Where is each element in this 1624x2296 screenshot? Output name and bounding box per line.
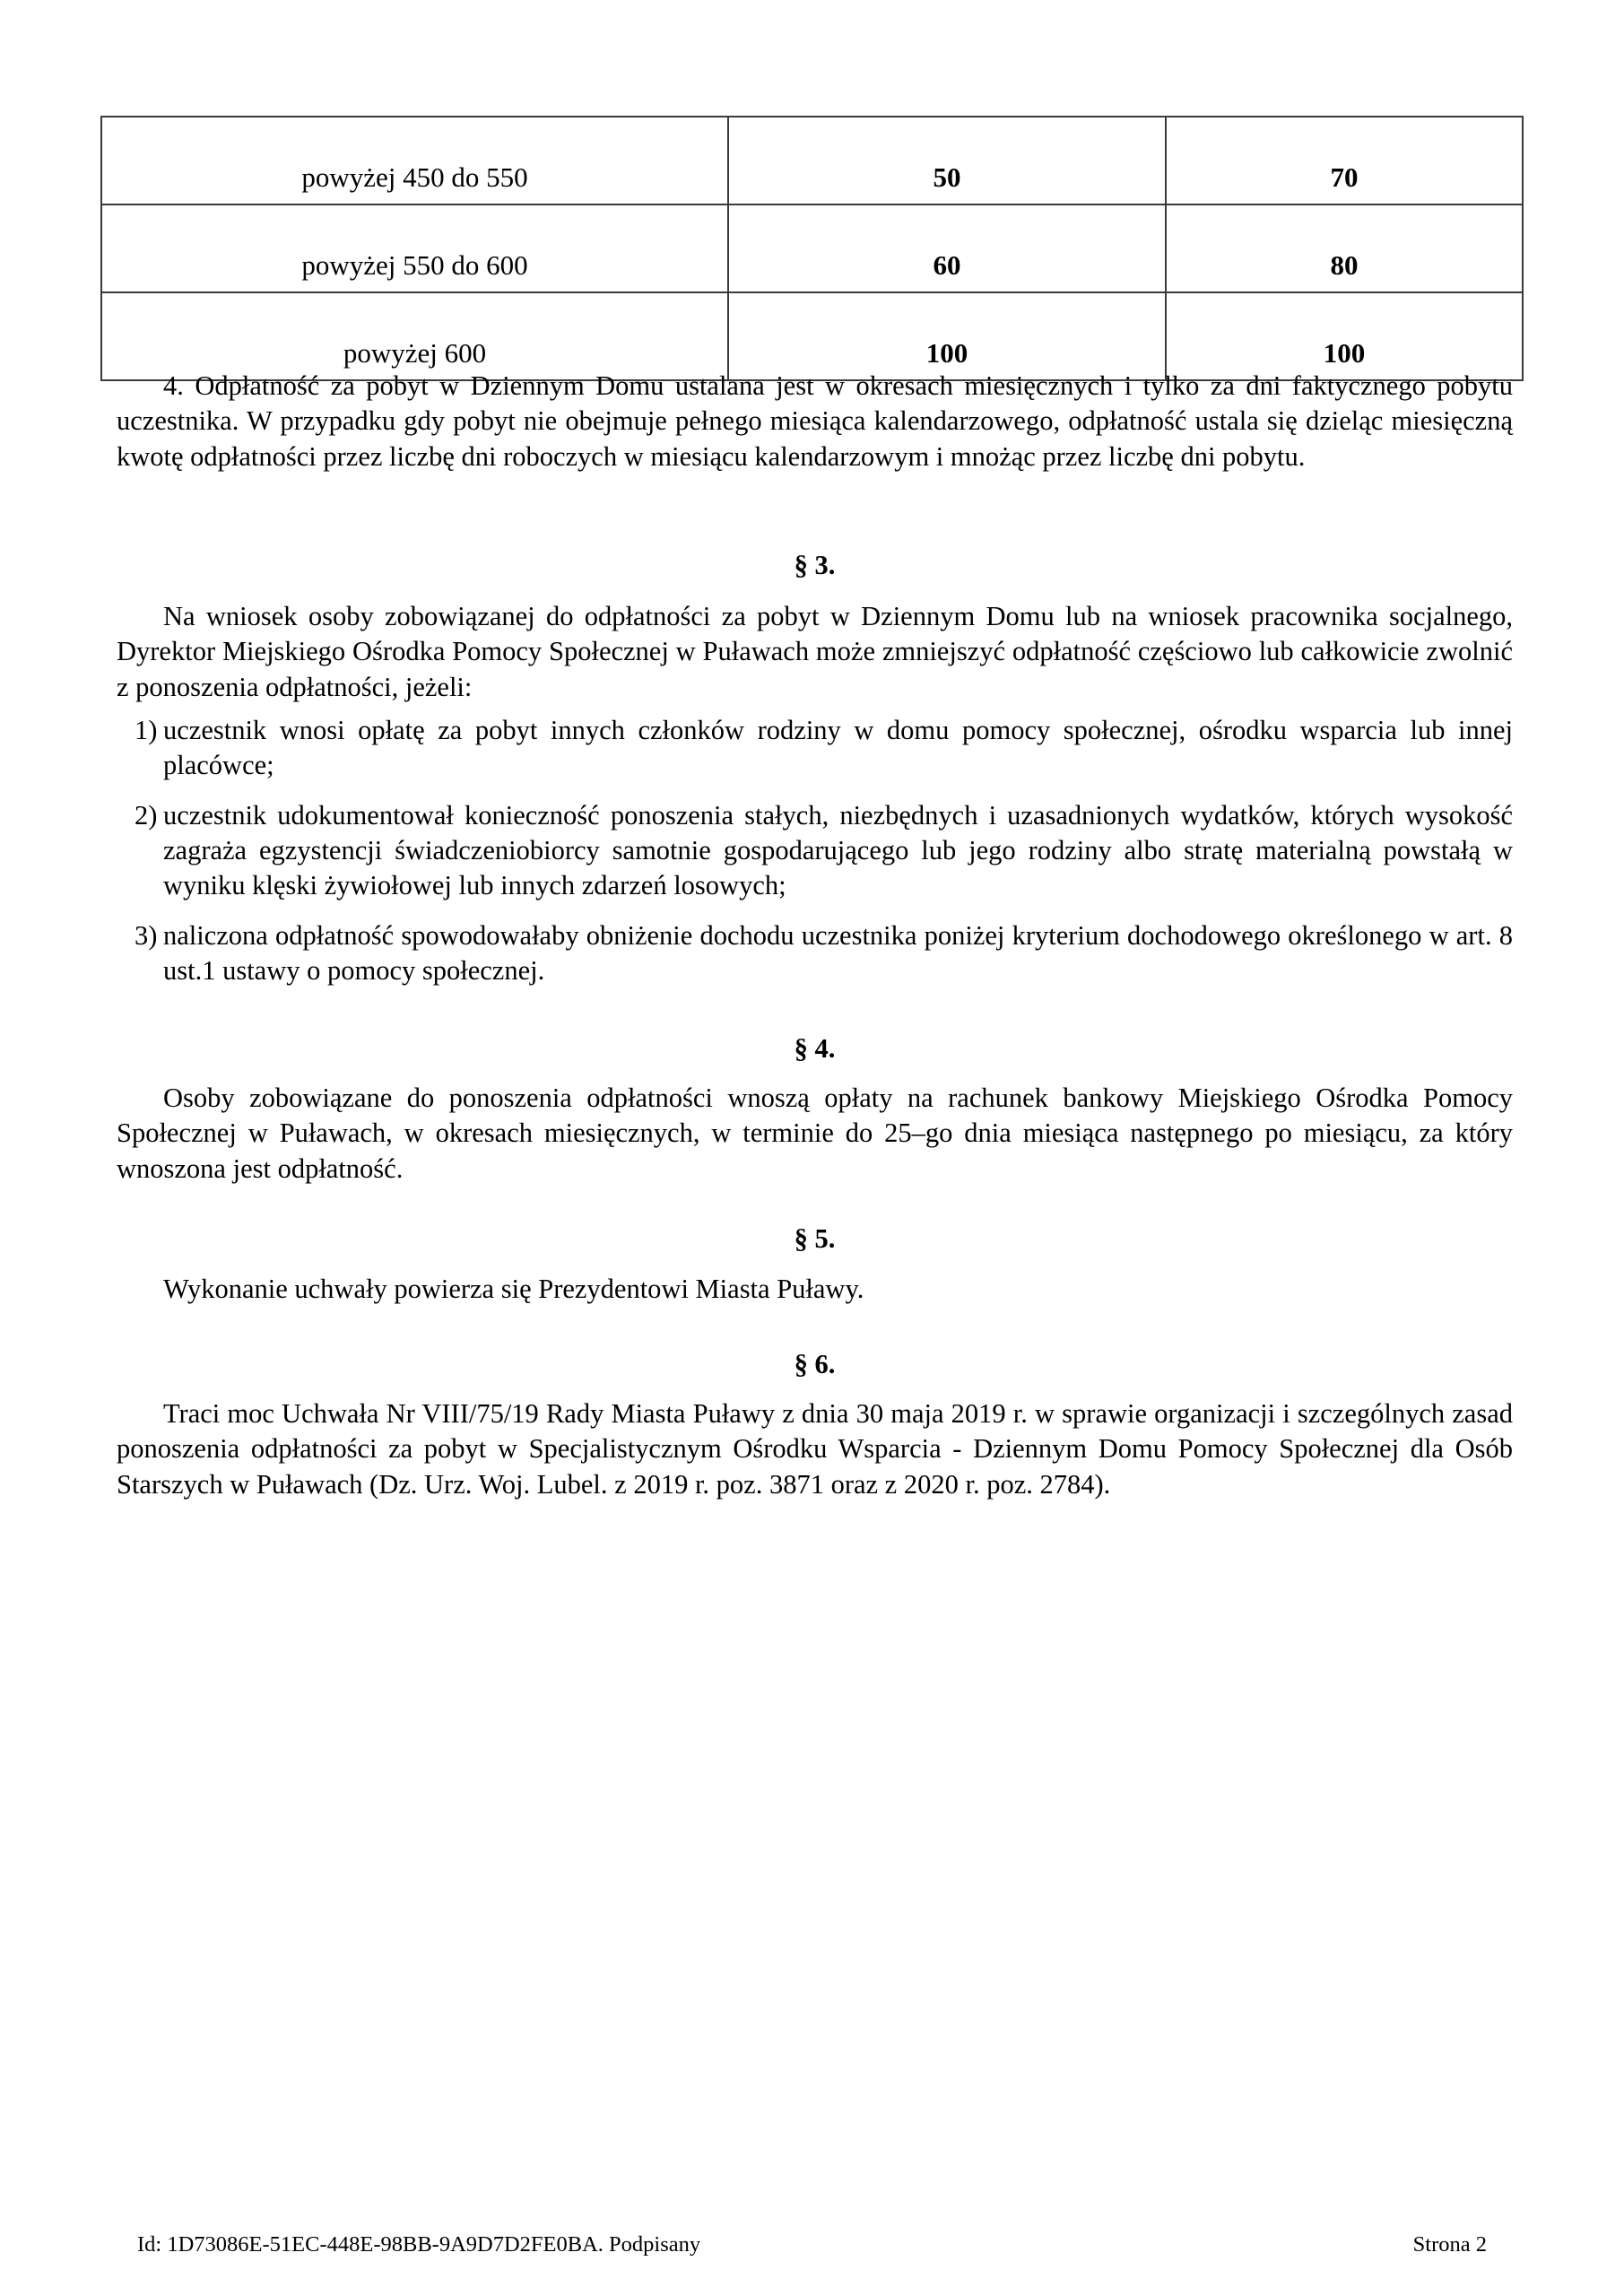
paragraph-text: Na wniosek osoby zobowiązanej do odpłatności za pobyt w Dziennym Domu lub na wniosek pracownika socjalnego, Dyrektor Miejskiego Ośrodka Pomocy Społecznej w Puławach może zmniejszyć odpłatność częściowo lub całkowicie zwolnić z ponoszenia odpłatności, jeżeli: [117,601,1513,702]
fee-percent-cell-a: 50 [728,117,1166,204]
section-heading-3: § 3. [794,550,836,580]
paragraph-2-point-4 [117,369,1513,474]
section-heading-4: § 4. [794,1033,836,1064]
income-range-cell: powyżej 600 [101,292,728,380]
paragraph-text: Osoby zobowiązane do ponoszenia odpłatności wnoszą opłaty na rachunek bankowy Miejskiego Ośrodka Pomocy Społecznej w Puławach, w okresach miesięcznych, w terminie do 25–go dnia miesiąca następnego po miesiącu, za który wnoszona jest odpłatność. [117,1083,1513,1184]
fee-percent-cell-a: 60 [728,204,1166,292]
section-4-text [117,1081,1513,1187]
section-5-text [117,1272,1513,1307]
paragraph-text: 4. Odpłatność za pobyt w Dziennym Domu ustalana jest w okresach miesięcznych i tylko za dni faktycznego pobytu uczestnika. W przypadku gdy pobyt nie obejmuje pełnego miesiąca kalendarzowego, odpłatność ustala się dzieląc miesięczną kwotę odpłatności przez liczbę dni roboczych w miesiącu kalendarzowym i mnożąc przez liczbę dni pobytu. [117,370,1513,472]
list-item [117,713,1513,783]
fee-percent-cell-b: 70 [1166,117,1523,204]
document-id: Id: 1D73086E-51EC-448E-98BB-9A9D7D2FE0BA. Podpisany [137,2232,701,2257]
page-footer [137,2231,1487,2258]
fee-percent-cell-b: 100 [1166,292,1523,380]
table-row [101,117,1523,204]
income-range-cell: powyżej 450 do 550 [101,117,728,204]
table-row [101,292,1523,380]
section-3-list [117,713,1513,988]
list-number: 3) [135,920,158,951]
section-3-intro [117,599,1513,705]
income-range-cell: powyżej 550 do 600 [101,204,728,292]
list-number: 2) [135,800,158,831]
page-number: Strona 2 [1412,2232,1487,2257]
list-item-text: uczestnik wnosi opłatę za pobyt innych członków rodziny w domu pomocy społecznej, ośrodku wsparcia lub innej placówce; [163,715,1513,780]
fee-table [100,116,1524,381]
paragraph-text: Wykonanie uchwały powierza się Prezydentowi Miasta Puławy. [163,1274,864,1304]
section-heading-6: § 6. [794,1349,836,1379]
list-item-text: uczestnik udokumentował konieczność ponoszenia stałych, niezbędnych i uzasadnionych wydatków, których wysokość zagraża egzystencji świadczeniobiorcy samotnie gospodarującego lub jego rodziny albo stratę materialną powstałą w wyniku klęski żywiołowej lub innych zdarzeń losowych; [163,800,1513,900]
paragraph-text: Traci moc Uchwała Nr VIII/75/19 Rady Miasta Puławy z dnia 30 maja 2019 r. w sprawie organizacji i szczególnych zasad ponoszenia odpłatności za pobyt w Specjalistycznym Ośrodku Wsparcia - Dziennym Domu Pomocy Społecznej dla Osób Starszych w Puławach (Dz. Urz. Woj. Lubel. z 2019 r. poz. 3871 oraz z 2020 r. poz. 2784). [117,1398,1513,1500]
list-item-text: naliczona odpłatność spowodowałaby obniżenie dochodu uczestnika poniżej kryterium dochodowego określonego w art. 8 ust.1 ustawy o pomocy społecznej. [163,920,1513,986]
list-number: 1) [135,715,158,745]
list-item [117,798,1513,903]
section-heading-5: § 5. [794,1223,836,1254]
list-item [117,918,1513,988]
table-row [101,204,1523,292]
section-6-text [117,1396,1513,1502]
fee-percent-cell-b: 80 [1166,204,1523,292]
fee-percent-cell-a: 100 [728,292,1166,380]
